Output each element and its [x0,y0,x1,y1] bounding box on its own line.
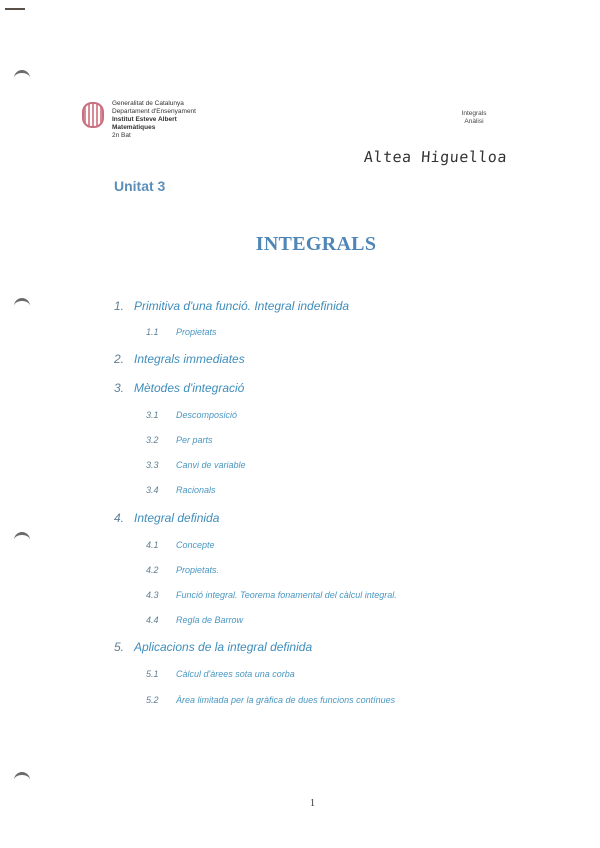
toc-number: 3.4 [146,485,159,495]
toc-subsection [146,669,295,679]
toc-label: Per parts [176,435,213,445]
document-header [82,100,196,140]
toc-label: Racionals [176,485,216,495]
toc-label: Primitiva d'una funció. Integral indefinida [134,299,350,313]
toc-label: Regla de Barrow [176,615,244,625]
toc-number: 5.2 [146,695,159,705]
header-right-line: Integrals [461,110,487,117]
toc-label: Funció integral. Teorema fonamental del càlcul integral. [176,590,397,600]
punch-hole-mark [14,70,30,81]
toc-subsection [146,615,243,625]
toc-number: 3. [114,381,125,395]
toc-label: Propietats. [176,565,220,575]
toc-label: Concepte [176,540,215,550]
punch-hole-mark [14,772,30,783]
toc-section [114,381,244,395]
subject-info [452,110,496,126]
toc-label: Àrea limitada per la gràfica de dues funcions contínues [176,695,396,705]
toc-section [114,352,245,366]
toc-number: 4.3 [146,590,159,600]
toc-subsection [146,485,216,495]
punch-hole-mark [14,532,30,543]
toc-subsection [146,435,213,445]
header-right-line: Anàlisi [464,118,484,125]
toc-number: 5. [114,640,125,654]
header-line: Departament d'Ensenyament [112,108,196,115]
header-line: Institut Esteve Albert [112,116,177,123]
page-title: INTEGRALS [255,233,377,255]
unit-title: Unitat 3 [114,178,166,194]
scan-mark [5,8,25,10]
toc-label: Integrals immediates [134,352,245,366]
toc-subsection [146,460,246,470]
punch-hole-mark [14,298,30,309]
toc-label: Canvi de variable [176,460,246,470]
generalitat-logo-icon [82,102,104,128]
toc-number: 3.1 [146,410,159,420]
toc-label: Integral definida [134,511,220,525]
toc-label: Càlcul d'àrees sota una corba [176,669,295,679]
toc-label: Propietats [176,327,217,337]
toc-subsection [146,327,217,337]
toc-number: 3.2 [146,435,159,445]
header-line: Matemàtiques [112,124,156,131]
toc-section [114,511,219,525]
toc-number: 1. [114,299,125,313]
toc-section [114,640,312,654]
toc-number: 2. [114,352,125,366]
header-line: 2n Bat [112,132,131,139]
toc-number: 3.3 [146,460,159,470]
institution-info [112,100,196,140]
toc-label: Mètodes d'integració [134,381,245,395]
toc-number: 1.1 [146,327,159,337]
toc-number: 4.1 [146,540,159,550]
toc-number: 4. [114,511,125,525]
toc-number: 4.2 [146,565,159,575]
toc-subsection [146,695,395,705]
toc-subsection [146,410,237,420]
page-number: 1 [310,798,315,809]
toc-subsection [146,540,215,550]
toc-label: Descomposició [176,410,238,420]
toc-number: 5.1 [146,669,159,679]
toc-number: 4.4 [146,615,159,625]
handwritten-name: Altea Higuelloa [363,148,508,166]
toc-subsection [146,590,397,600]
header-line: Generalitat de Catalunya [112,100,184,107]
toc-subsection [146,565,219,575]
toc-section [114,299,349,313]
toc-label: Aplicacions de la integral definida [134,640,313,654]
